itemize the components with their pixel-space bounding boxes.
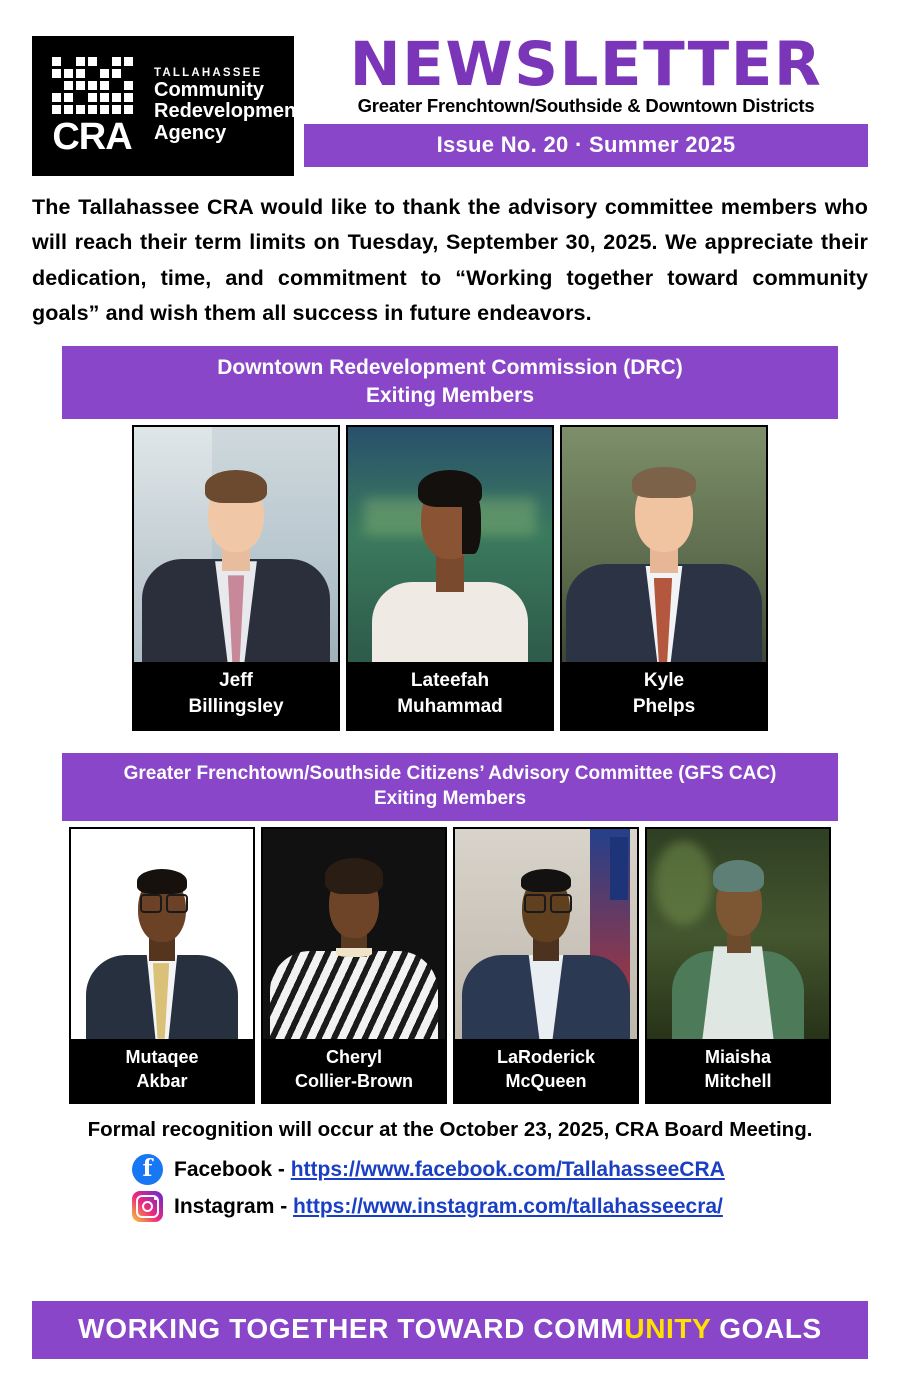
newsletter-title: NEWSLETTER — [349, 29, 823, 100]
gfscac-member-row — [32, 827, 868, 1105]
newsletter-subtitle: Greater Frenchtown/Southside & Downtown Districts — [357, 94, 815, 116]
member-last-name: Collier-Brown — [294, 1071, 413, 1092]
member-card — [560, 425, 768, 730]
member-first-name: Lateefah — [410, 670, 490, 692]
cra-acronym: CRA — [52, 115, 132, 158]
drc-member-row — [32, 425, 868, 730]
recognition-note: Formal recognition will occur at the October 23, 2025, CRA Board Meeting. — [87, 1118, 813, 1142]
member-first-name: Mutaqee — [125, 1046, 199, 1067]
member-card — [645, 827, 831, 1105]
issue-banner: Issue No. 20 · Summer 2025 — [304, 124, 868, 167]
footer-banner — [32, 1301, 868, 1359]
footer-part-1: WORKING TOGETHER TOWARD COMM — [78, 1313, 625, 1344]
member-name — [348, 662, 552, 728]
facebook-icon: f — [132, 1154, 163, 1185]
logo-line-tallahassee: TALLAHASSEE — [154, 67, 263, 80]
facebook-line — [132, 1154, 868, 1185]
member-first-name: Miaisha — [704, 1046, 772, 1067]
member-photo — [647, 829, 829, 1039]
member-name — [562, 662, 766, 728]
member-first-name: LaRoderick — [496, 1046, 596, 1067]
member-last-name: McQueen — [505, 1071, 587, 1092]
footer-part-2: GOALS — [710, 1313, 822, 1344]
banner-line-1: Greater Frenchtown/Southside Citizens’ Advisory Committee (GFS CAC) — [123, 762, 777, 784]
member-first-name: Jeff — [219, 670, 253, 692]
logo-line-agency: Agency — [154, 122, 227, 144]
member-last-name: Billingsley — [188, 695, 284, 717]
logo-line-redevelopment: Redevelopment — [154, 100, 303, 123]
member-photo — [134, 427, 338, 662]
member-last-name: Mitchell — [704, 1071, 772, 1092]
section-banner-gfscac — [62, 753, 838, 821]
banner-line-1: Downtown Redevelopment Commission (DRC) — [217, 355, 683, 379]
member-photo — [455, 829, 637, 1039]
logo-line-community: Community — [154, 78, 264, 101]
member-card — [453, 827, 639, 1105]
member-card — [346, 425, 554, 730]
instagram-icon — [132, 1191, 163, 1222]
member-last-name: Akbar — [136, 1071, 188, 1092]
member-photo — [71, 829, 253, 1039]
intro-paragraph: The Tallahassee CRA would like to thank the advisory committee members who will reach their term limits on Tuesday, September 30, 2025. We appreciate their dedication, time, and commitment to “Working together toward community goals” and wish them all success in future endeavors. — [32, 195, 868, 326]
member-name — [71, 1039, 253, 1103]
instagram-line — [132, 1191, 868, 1222]
banner-line-2: Exiting Members — [373, 787, 527, 809]
member-photo — [562, 427, 766, 662]
cra-logo — [32, 36, 303, 176]
member-photo — [348, 427, 552, 662]
instagram-label: Instagram - — [174, 1194, 294, 1218]
footer-highlight: UNITY — [624, 1313, 711, 1344]
member-name — [134, 662, 338, 728]
cra-logo-wordmark — [144, 67, 303, 144]
masthead-title-column — [304, 29, 868, 176]
facebook-text — [174, 1158, 725, 1182]
section-banner-drc — [62, 346, 838, 419]
member-card — [261, 827, 447, 1105]
facebook-label: Facebook - — [174, 1157, 291, 1181]
member-name — [647, 1039, 829, 1103]
footer-slogan — [32, 1313, 868, 1345]
logo-dot-grid-icon — [52, 57, 133, 114]
member-card — [69, 827, 255, 1105]
instagram-text — [174, 1195, 723, 1219]
member-first-name: Kyle — [643, 670, 685, 692]
member-card — [132, 425, 340, 730]
facebook-link[interactable]: https://www.facebook.com/TallahasseeCRA — [290, 1157, 725, 1181]
member-first-name: Cheryl — [325, 1046, 383, 1067]
member-last-name: Phelps — [632, 695, 696, 717]
member-last-name: Muhammad — [397, 695, 503, 717]
social-links — [132, 1154, 868, 1222]
member-name — [263, 1039, 445, 1103]
member-name — [455, 1039, 637, 1103]
masthead — [32, 0, 868, 176]
cra-logo-mark — [40, 57, 144, 156]
member-photo — [263, 829, 445, 1039]
banner-line-2: Exiting Members — [365, 383, 535, 407]
instagram-link[interactable]: https://www.instagram.com/tallahasseecra/ — [293, 1194, 723, 1218]
